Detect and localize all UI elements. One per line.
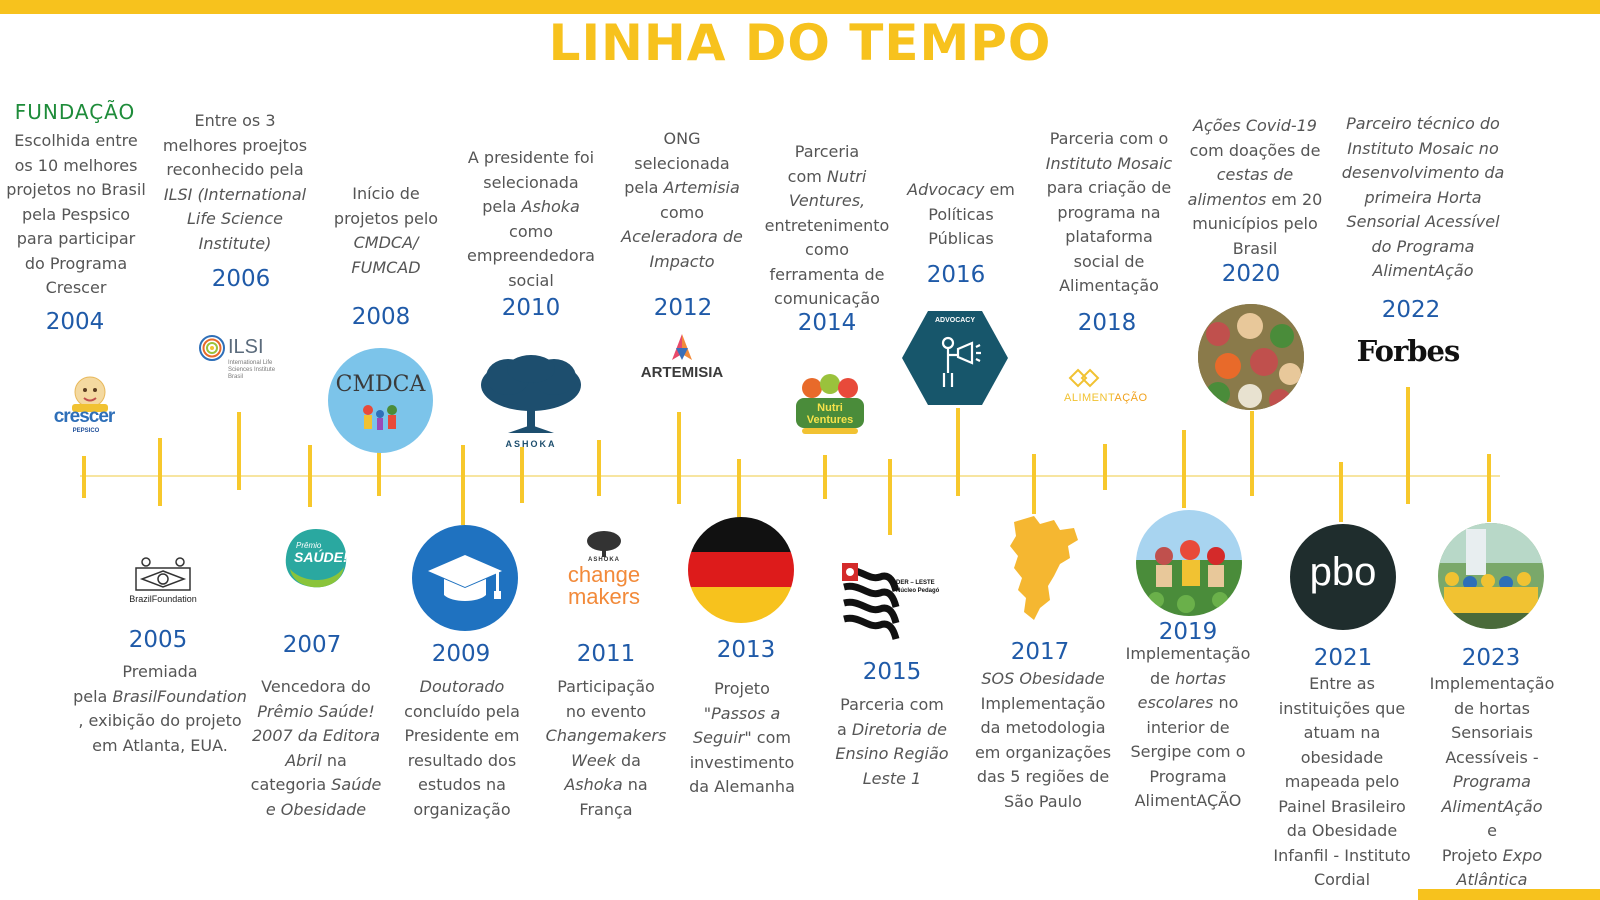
text-2012-line: ONG [663,129,701,148]
text-2013-line: da Alemanha [689,777,795,796]
year-2018: 2018 [1077,310,1137,336]
text-2018 [1035,127,1183,299]
graduation-cap-icon [412,525,518,631]
text-2009-line: Presidente em [404,726,520,745]
tick-2005 [158,438,162,506]
text-2011-line: Changemakers [545,726,667,745]
text-2016-line: Públicas [928,229,994,248]
text-2010-line: A presidente foi [467,148,595,167]
sensory-garden-photo [1438,523,1544,629]
text-2019-line: interior de [1146,717,1230,737]
sao-paulo-map-logo [1004,512,1080,622]
text-2016 [896,178,1026,252]
premio-saude-wordmark-a: Prêmio [296,541,322,550]
text-2021-line: obesidade [1300,747,1384,767]
ilsi-wordmark: ILSI [228,336,264,358]
year-2007: 2007 [282,632,342,658]
text-2009 [392,675,532,822]
text-2006-line: Institute) [198,233,272,253]
alimentacao-wordmark [1064,392,1148,404]
text-2007-line: e Obesidade [265,799,367,819]
tick-2022 [1406,387,1410,504]
text-2005-line: , exibição do projeto [78,711,242,730]
text-2021 [1262,672,1422,893]
year-2006: 2006 [211,266,271,292]
tick-2020 [1250,411,1254,496]
text-2011-line: Ashoka na [564,775,648,794]
text-2019-line: AlimentAÇÃO [1134,791,1242,810]
text-2008-line: CMDCA/ [353,233,419,252]
text-2008-line: FUMCAD [351,257,421,277]
forbes-logo: Forbes [1356,334,1460,368]
tick-2010 [520,447,524,503]
cmdca-wordmark: CMDCA [335,372,426,397]
text-2020-line: com doações de [1189,140,1321,160]
year-2021: 2021 [1313,645,1373,671]
text-2023-line: Implementação [1429,674,1555,693]
text-2022-line: desenvolvimento da [1341,163,1505,182]
text-2018-line: Alimentação [1059,276,1159,295]
germany-flag-logo [688,517,794,623]
text-2011-line: França [579,799,633,819]
text-2015-line: Ensino Região [835,744,949,763]
text-2020-line: alimentos em 20 [1187,189,1323,209]
text-2023-line: Sensoriais [1451,723,1533,742]
school-gardens-photo [1136,510,1242,616]
text-2012-line: Aceleradora de [621,227,743,246]
text-2004-line: Escolhida entre [14,131,138,150]
text-2010-line: social [508,270,554,290]
text-2017-line: São Paulo [1004,791,1082,811]
text-2021-line: Painel Brasileiro [1278,796,1406,816]
year-2005: 2005 [128,627,188,653]
artemisia-wordmark: ARTEMISIA [640,364,724,381]
year-2004: 2004 [45,309,105,335]
text-2008 [318,182,454,280]
ilsi-subtitle-line: Brasil [228,374,244,380]
year-2013: 2013 [716,637,776,663]
text-2006-line: melhores proejtos [162,135,308,155]
text-2021-line: Entre as [1309,674,1375,693]
text-2004-line: os 10 melhores [14,155,138,175]
tick-2007 [308,445,312,507]
text-2018-line: Instituto Mosaic [1045,153,1173,173]
ashoka-wordmark: ASHOKA [505,439,557,449]
year-2022: 2022 [1381,297,1441,323]
year-2017: 2017 [1010,639,1070,665]
sao-paulo-map-icon [1004,512,1080,622]
text-2023-line: Atlântica [1456,870,1528,889]
timeline-axis [80,475,1500,477]
text-2005-line: em Atlanta, EUA. [92,735,228,755]
text-2014-line: entretenimento [764,215,890,235]
text-2006-line: Entre os 3 [194,111,276,130]
text-2019-line: Implementação [1125,644,1251,663]
text-2008-line: Início de [352,184,420,203]
text-2008-line: projetos pelo [333,208,439,228]
nutri-ventures-wordmark: Nutri Ventures [806,402,854,426]
tick-2011 [597,440,601,496]
ilsi-subtitle-line: International Life [228,360,273,366]
text-2007-line: 2007 da Editora [251,726,380,745]
advocacy-logo [902,311,1008,405]
der-leste-label-line: DER – LESTE [896,580,935,586]
text-2011-line: Participação [557,677,655,696]
text-2010-line: empreendedora [467,246,595,265]
tick-2017 [1032,454,1036,514]
ilsi-subtitle-line: Sciences Institute [228,367,276,373]
text-2021-line: da Obesidade [1286,821,1398,840]
text-2012-line: como [660,202,704,222]
text-2018-line: Parceria com o [1049,129,1169,148]
text-2012 [612,127,752,274]
tick-2023 [1487,454,1491,522]
text-2023 [1422,672,1562,893]
year-2011: 2011 [576,641,636,667]
pbo-logo [1290,524,1396,630]
tick-2018 [1103,444,1107,490]
year-2012: 2012 [653,295,713,321]
text-2021-line: Infanfil - Instituto [1273,845,1411,865]
tick-2006 [237,412,241,490]
pbo-wordmark: pbo [1309,550,1377,594]
alimentacao-wordmark-b: AÇÃO [1114,392,1148,404]
text-2011-line: no evento [565,701,647,721]
text-2015-line: Leste 1 [862,768,922,788]
text-2021-line: atuam na [1303,723,1381,742]
text-2014-line: Parceria [794,142,860,161]
tick-2004 [82,456,86,498]
changemakers-wordmark-b: makers [567,584,641,609]
advocacy-wordmark: ADVOCACY [934,317,976,324]
year-2014: 2014 [797,310,857,336]
text-2019-line: escolares no [1137,693,1239,712]
text-2022-line: Instituto Mosaic no [1347,138,1499,158]
text-2017-line: SOS Obesidade [981,669,1105,688]
foundation-label: FUNDAÇÃO [14,100,136,124]
text-2023-line: AlimentAção [1441,796,1543,816]
year-2008: 2008 [351,304,411,330]
text-2014 [756,140,898,312]
text-2011 [534,675,678,822]
text-2009-line: resultado dos [407,750,517,770]
brazilfoundation-logo [114,556,212,608]
brazilfoundation-wordmark: BrazilFoundation [129,594,197,604]
crescer-wordmark: crescer [53,406,115,427]
page-title: LINHA DO TEMPO [548,14,1052,72]
text-2019-line: Programa [1149,766,1227,786]
text-2018-line: social de [1073,251,1145,271]
text-2005-line: pela BrasilFoundation [73,686,247,706]
text-2004-line: para participar [16,229,136,248]
text-2009-line: organização [413,799,511,819]
text-2017-line: em organizações [974,742,1112,762]
text-2014-line: com Nutri [787,166,867,186]
sao-paulo-flag-icon [840,561,900,643]
text-2005-line: Premiada [122,662,198,681]
brazilfoundation-mark-icon [114,556,212,592]
tick-2008 [377,450,381,496]
artemisia-mark-icon [632,334,732,362]
text-2015-line: a Diretoria de [836,719,948,739]
text-2017-line: da metodologia [980,718,1106,737]
top-accent-bar [0,0,1600,14]
ashoka-tree-small-icon [556,530,652,558]
ashoka-logo [478,355,584,453]
text-2017-line: Implementação [980,693,1106,713]
text-2006-line: reconhecido pela [166,160,304,179]
text-2019-line: de hortas [1149,668,1226,688]
ilsi-subtitle [228,360,275,381]
text-2022 [1330,112,1516,284]
tick-2012 [677,412,681,504]
changemakers-logo [556,530,652,616]
tick-2015 [888,459,892,535]
food-baskets-photo [1198,304,1304,410]
text-2010-line: como [509,221,553,241]
ashoka-tree-icon [478,355,584,437]
text-2014-line: comunicação [774,289,880,308]
text-2013 [672,677,812,800]
tick-2019 [1182,430,1186,508]
tick-2009 [461,445,465,525]
text-2016-line: Advocacy em [907,180,1015,199]
artemisia-logo [632,334,732,384]
crescer-logo [46,370,122,440]
text-2020-line: Brasil [1232,238,1278,258]
text-2004-line: Crescer [45,278,107,297]
tick-2016 [956,408,960,496]
text-2013-line: "Passos a [703,703,781,723]
der-leste-label-line: Núcleo Pedagó [896,588,940,594]
text-2022-line: do Programa [1371,236,1475,256]
text-2005 [60,660,260,758]
year-2015: 2015 [862,659,922,685]
text-2022-line: Sensorial Acessível [1346,212,1500,231]
germany-flag-icon [688,517,794,623]
year-2019: 2019 [1158,619,1218,645]
text-2020-line: Ações Covid-19 [1193,116,1317,135]
cmdca-logo [328,348,433,453]
changemakers-wordmark-a: change [567,562,641,587]
text-2011-line: Week da [571,750,641,770]
text-2010-line: pela Ashoka [482,197,580,216]
pepsico-wordmark: PEPSICO [72,428,100,434]
year-2020: 2020 [1221,261,1281,287]
text-2019 [1112,642,1264,814]
text-2016-line: Políticas [928,204,994,224]
text-2009-line: concluído pela [404,701,520,721]
text-2007-line: Abril na [285,750,347,770]
text-2017 [962,667,1124,814]
ilsi-rings-icon [198,334,226,362]
year-2023: 2023 [1461,645,1521,671]
der-leste-logo [840,561,948,643]
tick-2014 [823,455,827,499]
text-2004-line: projetos no Brasil [6,180,146,199]
text-2022-line: AlimentAção [1372,261,1474,280]
text-2020-line: cestas de [1216,165,1294,184]
text-2009-line: Doutorado [419,677,505,696]
text-2010-line: selecionada [483,172,579,192]
text-2012-line: Impacto [649,251,715,271]
text-2023-line: Programa [1453,772,1531,791]
text-2021-line: Cordial [1313,870,1371,889]
text-2015 [822,693,962,791]
text-2017-line: das 5 regiões de [976,767,1110,786]
text-2020 [1180,114,1330,261]
text-2018-line: plataforma [1065,227,1153,246]
premio-saude-wordmark-b: SAÚDE! [294,549,348,565]
text-2023-line: Acessíveis - [1445,747,1539,767]
premio-saude-logo [282,527,350,589]
year-2010: 2010 [501,295,561,321]
nutri-ventures-logo [790,372,870,440]
year-2009: 2009 [431,641,491,667]
text-2007-line: Prêmio Saúde! [257,701,375,721]
text-2012-line: pela Artemisia [624,178,740,197]
alimentacao-logo [1064,368,1154,408]
text-2023-line: e [1487,821,1497,840]
text-2013-line: investimento [689,752,795,772]
text-2004-line: pela Pespsico [21,204,131,224]
der-leste-label [896,579,939,595]
text-2007-line: Vencedora do [261,677,371,696]
text-2013-line: Projeto [714,679,770,698]
alimentacao-mark-icon [1068,368,1108,388]
text-2018-line: programa na [1057,202,1161,222]
text-2012-line: selecionada [634,153,730,173]
tick-2021 [1339,462,1343,522]
text-2021-line: instituições que [1278,698,1406,718]
graduation-logo [412,525,518,631]
text-2023-line: Projeto Expo [1441,845,1543,865]
text-2018-line: para criação de [1046,178,1172,197]
text-2004-line: do Programa [24,253,128,273]
text-2022-line: Parceiro técnico do [1346,114,1500,133]
text-2014-line: como [805,240,849,259]
text-2007 [246,675,386,822]
text-2013-line: Seguir" com [693,728,791,747]
alimentacao-wordmark-a: ALIMENT [1064,392,1115,404]
text-2020-line: municípios pelo [1192,214,1318,233]
ilsi-logo [198,334,288,384]
text-2006-line: ILSI (International [163,184,307,204]
text-2023-line: de hortas [1453,698,1530,718]
text-2006 [155,109,315,256]
text-2019-line: Sergipe com o [1130,742,1246,761]
text-2021-line: mapeada pelo [1284,772,1400,791]
text-2015-line: Parceria com [840,695,944,714]
changemakers-ashoka-label: ASHOKA [587,557,620,563]
text-2004 [0,129,152,301]
text-2010 [460,146,602,293]
text-2014-line: Ventures, [788,191,866,210]
text-2014-line: ferramenta de [769,264,885,284]
text-2007-line: categoria Saúde [250,775,382,794]
text-2006-line: Life Science [187,209,283,228]
text-2009-line: estudos na [418,775,506,794]
text-2022-line: primeira Horta [1364,187,1482,207]
year-2016: 2016 [926,262,986,288]
